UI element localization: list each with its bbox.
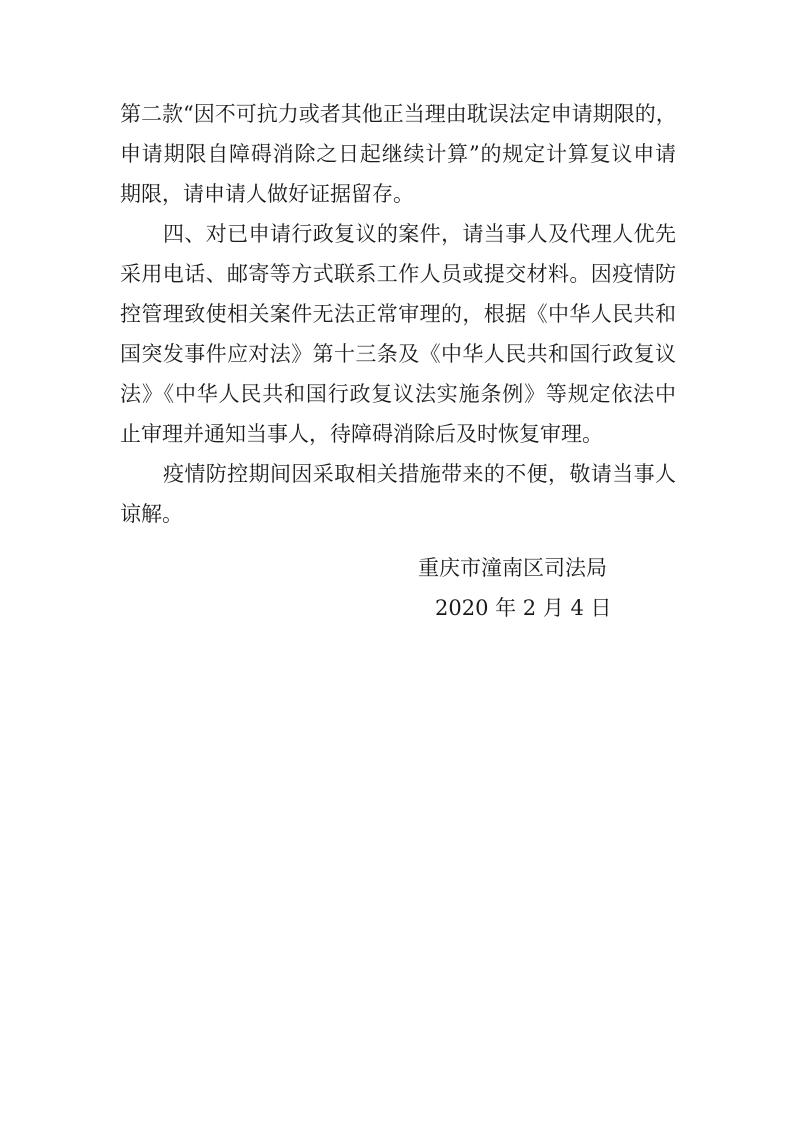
text-line: 四、对已申请行政复议的案件，请当事人及代理人优先 (163, 222, 676, 246)
paragraph-item-four (120, 214, 676, 454)
text-line: 期限，请申请人做好证据留存。 (120, 182, 414, 206)
text-line: 疫情防控期间因采取相关措施带来的不便，敬请当事人 (163, 462, 676, 486)
text-line: 采用电话、邮寄等方式联系工作人员或提交材料。因疫情防 (120, 262, 676, 286)
text-line: 国突发事件应对法》第十三条及《中华人民共和国行政复议 (120, 342, 676, 366)
text-line: 法》《中华人民共和国行政复议法实施条例》等规定依法中 (120, 382, 676, 406)
signature-block (380, 548, 660, 628)
paragraph-continuation (120, 94, 676, 214)
text-line: 谅解。 (120, 502, 183, 526)
text-line: 申请期限自障碍消除之日起继续计算”的规定计算复议申请 (120, 142, 676, 166)
signature-organization: 重庆市潼南区司法局 (418, 556, 607, 580)
text-line: 控管理致使相关案件无法正常审理的，根据《中华人民共和 (120, 302, 676, 326)
paragraph-closing (120, 454, 676, 534)
text-line: 第二款“因不可抗力或者其他正当理由耽误法定申请期限的， (120, 102, 677, 126)
text-line: 止审理并通知当事人，待障碍消除后及时恢复审理。 (120, 422, 603, 446)
signature-date: 2020 年 2 月 4 日 (435, 596, 612, 620)
document-body (120, 94, 676, 534)
